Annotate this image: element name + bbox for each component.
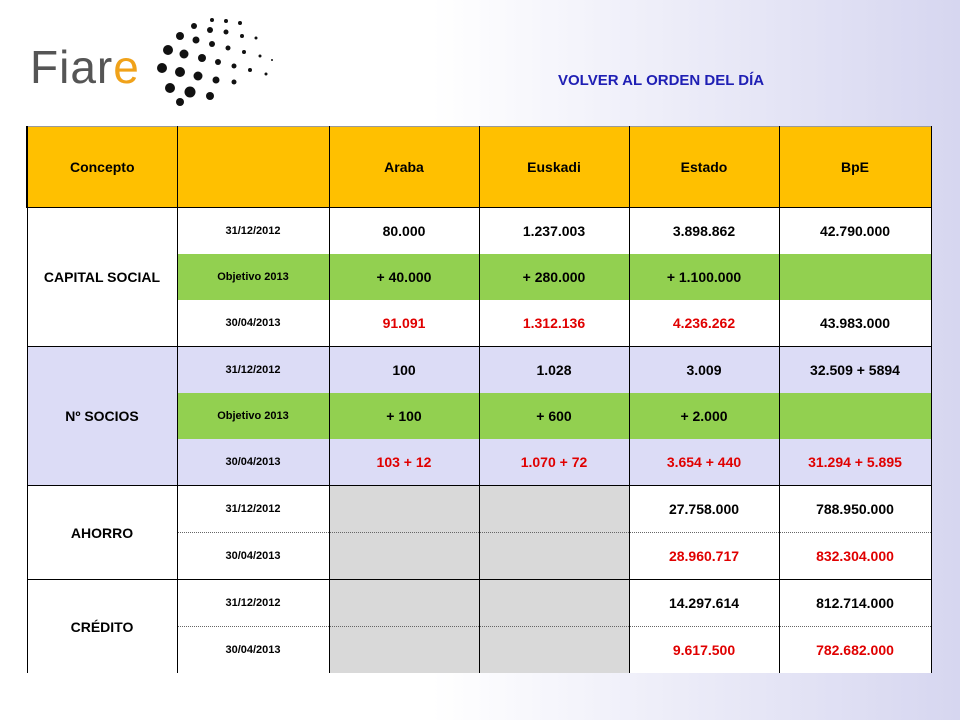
value-estado: + 2.000 [629, 393, 779, 439]
value-araba [329, 627, 479, 674]
value-araba: + 40.000 [329, 254, 479, 300]
value-estado: 3.009 [629, 347, 779, 394]
logo-text-main: Fiar [30, 41, 114, 93]
row-label: Objetivo 2013 [177, 254, 329, 300]
value-araba: + 100 [329, 393, 479, 439]
value-euskadi: + 280.000 [479, 254, 629, 300]
back-to-agenda-link[interactable]: VOLVER AL ORDEN DEL DÍA [558, 72, 765, 89]
value-euskadi [479, 580, 629, 627]
table-row [27, 486, 931, 533]
row-label: 30/04/2013 [177, 439, 329, 486]
table-header-row [27, 127, 931, 208]
value-estado: 3.654 + 440 [629, 439, 779, 486]
logo-wordmark [30, 40, 140, 94]
value-araba: 80.000 [329, 208, 479, 255]
value-bpe: 832.304.000 [779, 533, 931, 580]
fiare-logo [26, 14, 284, 106]
value-euskadi: 1.070 + 72 [479, 439, 629, 486]
value-euskadi: + 600 [479, 393, 629, 439]
value-bpe: 31.294 + 5.895 [779, 439, 931, 486]
value-araba [329, 486, 479, 533]
value-bpe: 32.509 + 5894 [779, 347, 931, 394]
value-araba [329, 580, 479, 627]
header-blank [177, 127, 329, 208]
logo-dots-icon [150, 16, 284, 106]
header-bpe: BpE [779, 127, 931, 208]
value-araba: 100 [329, 347, 479, 394]
header-estado: Estado [629, 127, 779, 208]
row-label: 30/04/2013 [177, 627, 329, 674]
value-euskadi: 1.312.136 [479, 300, 629, 347]
table-row [27, 208, 931, 255]
value-euskadi: 1.028 [479, 347, 629, 394]
row-label: 30/04/2013 [177, 300, 329, 347]
value-estado: 14.297.614 [629, 580, 779, 627]
category-credito: CRÉDITO [27, 580, 177, 674]
value-araba: 91.091 [329, 300, 479, 347]
header-araba: Araba [329, 127, 479, 208]
value-bpe: 788.950.000 [779, 486, 931, 533]
value-estado: + 1.100.000 [629, 254, 779, 300]
value-bpe [779, 254, 931, 300]
value-bpe [779, 393, 931, 439]
data-table [26, 126, 932, 673]
row-label: 31/12/2012 [177, 347, 329, 394]
logo-text-accent: e [113, 41, 140, 93]
value-estado: 9.617.500 [629, 627, 779, 674]
value-bpe: 42.790.000 [779, 208, 931, 255]
row-label: 31/12/2012 [177, 208, 329, 255]
value-euskadi: 1.237.003 [479, 208, 629, 255]
table-row [27, 580, 931, 627]
table-row [27, 347, 931, 394]
value-estado: 28.960.717 [629, 533, 779, 580]
value-euskadi [479, 627, 629, 674]
value-araba [329, 533, 479, 580]
value-bpe: 782.682.000 [779, 627, 931, 674]
value-estado: 4.236.262 [629, 300, 779, 347]
category-socios: Nº SOCIOS [27, 347, 177, 486]
header-concepto: Concepto [27, 127, 177, 208]
category-capital-social: CAPITAL SOCIAL [27, 208, 177, 347]
row-label: 31/12/2012 [177, 486, 329, 533]
value-euskadi [479, 533, 629, 580]
value-estado: 27.758.000 [629, 486, 779, 533]
value-bpe: 43.983.000 [779, 300, 931, 347]
row-label: Objetivo 2013 [177, 393, 329, 439]
value-bpe: 812.714.000 [779, 580, 931, 627]
category-ahorro: AHORRO [27, 486, 177, 580]
header-euskadi: Euskadi [479, 127, 629, 208]
value-estado: 3.898.862 [629, 208, 779, 255]
row-label: 30/04/2013 [177, 533, 329, 580]
row-label: 31/12/2012 [177, 580, 329, 627]
value-euskadi [479, 486, 629, 533]
value-araba: 103 + 12 [329, 439, 479, 486]
